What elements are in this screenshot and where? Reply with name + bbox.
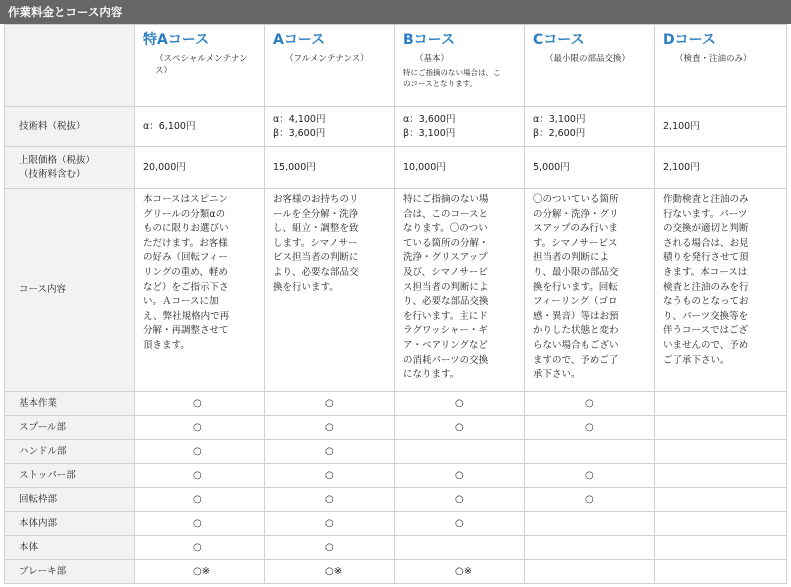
course-description-line: など）をご指示下さ [143, 281, 229, 293]
fee-value [395, 107, 525, 147]
course-description-line: の分解・洗浄・グリ [533, 208, 619, 220]
course-description [525, 189, 655, 392]
plan-subtitle-line: ス） [155, 66, 173, 76]
plan-name: Bコース [403, 32, 455, 48]
fee-value [135, 107, 265, 147]
part-mark: ○ [265, 512, 395, 536]
limit-label-line: （技術料含む） [19, 168, 86, 180]
course-description-line: いませんので、予め [663, 339, 749, 351]
part-label: ハンドル部 [5, 440, 135, 464]
course-description-line: 及び、シマノサービ [403, 266, 488, 278]
fee-value-line: α：6,100円 [143, 120, 196, 132]
plan-name: 特Aコース [143, 32, 210, 48]
part-mark: ○ [135, 536, 265, 560]
course-description-line: かりした状態と変わ [533, 325, 619, 337]
fee-value-line: 2,100円 [663, 120, 700, 132]
part-mark [655, 488, 787, 512]
part-mark: ○ [135, 464, 265, 488]
course-description-line: お客様のお持ちのリ [273, 194, 359, 205]
part-mark [525, 512, 655, 536]
part-mark [655, 464, 787, 488]
part-mark [395, 440, 525, 464]
course-description-line: す。シマノサービス [533, 237, 618, 249]
plan-name: Cコース [533, 32, 585, 48]
fee-label: 技術料（税抜） [5, 107, 135, 147]
course-description-line: ールを全分解・洗浄 [273, 208, 359, 220]
course-description-line: の消耗パーツの交換 [403, 354, 489, 366]
part-mark: ○※ [395, 560, 525, 584]
part-row [5, 488, 787, 512]
part-row [5, 392, 787, 416]
part-row [5, 512, 787, 536]
course-description-line: なうものとなってお [663, 296, 749, 308]
header-blank-cell [5, 25, 135, 107]
course-description-line: 担当者の判断によ [533, 252, 610, 264]
part-mark: ○ [135, 512, 265, 536]
course-description-line: の交換が適切と判断 [663, 223, 749, 235]
limit-value: 5,000円 [525, 147, 655, 189]
course-description-line: 検査と注油のみを行 [663, 281, 749, 293]
part-row [5, 440, 787, 464]
part-mark: ○※ [265, 560, 395, 584]
fee-value [525, 107, 655, 147]
part-label: ブレーキ部 [5, 560, 135, 584]
part-row [5, 416, 787, 440]
course-description-line: します。シマノサー [273, 237, 358, 249]
limit-value: 15,000円 [265, 147, 395, 189]
plan-subtitle: （検査・注油のみ） [675, 54, 752, 64]
limit-row [5, 147, 787, 189]
part-mark: ○ [395, 464, 525, 488]
course-description-line: きます。本コースは [663, 266, 748, 278]
course-description-line: グリールの分類αの [143, 208, 226, 220]
course-description-line: なります。〇のつい [403, 223, 488, 235]
plan-subtitle-line: （スペシャルメンテナン [155, 54, 248, 64]
limit-label [5, 147, 135, 189]
part-mark [655, 560, 787, 584]
plan-subtitle: （最小限の部品交換） [545, 54, 631, 64]
course-description-line: り、必要な部品交換 [403, 296, 489, 308]
course-description-line: 頂きます。 [143, 339, 190, 351]
course-description-line: らない場合もござい [533, 339, 619, 351]
part-mark: ○ [525, 464, 655, 488]
part-mark: ○ [135, 440, 265, 464]
course-description-line: ている箇所の分解・ [403, 237, 489, 249]
plan-header-cell [525, 25, 655, 107]
course-description-line: 分解・再調整させて [143, 325, 229, 337]
course-description-line: 承下さい。 [533, 369, 581, 381]
plan-note [403, 67, 516, 89]
course-description-line: ただけます。お客様 [143, 237, 228, 249]
part-mark: ○ [525, 392, 655, 416]
part-row [5, 464, 787, 488]
part-mark: ○ [265, 536, 395, 560]
course-description-line: し、組立・調整を致 [273, 223, 359, 235]
plan-header-cell [265, 25, 395, 107]
course-description-line: 洗浄・グリスアップ [403, 252, 488, 264]
part-mark: ○ [265, 392, 395, 416]
limit-label-line: 上限価格（税抜） [19, 154, 96, 166]
part-mark [525, 440, 655, 464]
part-label: 本体 [5, 536, 135, 560]
part-label: 基本作業 [5, 392, 135, 416]
part-mark: ○ [395, 392, 525, 416]
part-mark: ○ [395, 416, 525, 440]
course-description [395, 189, 525, 392]
part-mark: ○ [135, 416, 265, 440]
course-description [265, 189, 395, 392]
course-description-line: 伴うコースではござ [663, 325, 749, 337]
course-description-line: 積りを発行させて頂 [663, 252, 749, 264]
course-description-line: ラグワッシャー・ギ [403, 325, 488, 337]
plan-subtitle [143, 53, 256, 77]
course-description-line: より、必要な部品交 [273, 266, 359, 278]
course-description-line: 特にご指摘のない場 [403, 194, 489, 205]
fee-value-line: α：3,100円 [533, 113, 586, 125]
course-description-line: フィーリング（ゴロ [533, 296, 618, 308]
part-mark [395, 536, 525, 560]
course-description-line: ビス担当者の判断に [273, 252, 359, 264]
part-label: 本体内部 [5, 512, 135, 536]
plan-subtitle: （基本） [415, 54, 450, 64]
part-mark: ○ [135, 488, 265, 512]
part-mark [655, 392, 787, 416]
course-description-line: 合は、このコースと [403, 208, 489, 220]
fee-value-line: α：4,100円 [273, 113, 326, 125]
course-description-line: の好み（回転フィー [143, 252, 228, 264]
part-mark: ○ [395, 512, 525, 536]
plan-name: Dコース [663, 32, 716, 48]
course-description-line: ご了承下さい。 [663, 354, 730, 366]
limit-value: 20,000円 [135, 147, 265, 189]
course-description [655, 189, 787, 392]
course-description-line: 行ないます。パーツ [663, 208, 748, 220]
fee-row [5, 107, 787, 147]
fee-value-line: α：3,600円 [403, 113, 456, 125]
course-label: コース内容 [5, 189, 135, 392]
course-table [4, 24, 787, 584]
part-mark [655, 512, 787, 536]
fee-value-line: β：3,600円 [273, 127, 326, 139]
course-description-line: を行います。主にド [403, 310, 488, 322]
course-description [135, 189, 265, 392]
part-mark: ○ [265, 464, 395, 488]
part-label: スプール部 [5, 416, 135, 440]
part-mark: ○ [135, 392, 265, 416]
limit-value: 2,100円 [655, 147, 787, 189]
part-mark [655, 416, 787, 440]
part-mark [655, 536, 787, 560]
part-label: ストッパー部 [5, 464, 135, 488]
part-row [5, 560, 787, 584]
part-mark: ○ [395, 488, 525, 512]
part-mark [525, 560, 655, 584]
course-description-line: 感・異音）等はお預 [533, 310, 619, 322]
part-mark: ○ [265, 488, 395, 512]
part-mark [525, 536, 655, 560]
course-description-line: い。Ａコースに加 [143, 296, 219, 308]
course-description-line: 作動検査と注油のみ [663, 194, 749, 205]
course-description-line: 換を行います。 [273, 281, 339, 293]
course-description-line: される場合は、お見 [663, 237, 749, 249]
course-description-line: ものに限りお選びい [143, 223, 229, 235]
plan-note-line: のコースとなります。 [403, 79, 478, 88]
fee-value [265, 107, 395, 147]
part-mark: ○※ [135, 560, 265, 584]
fee-value [655, 107, 787, 147]
course-description-line: え、弊社規格内で再 [143, 310, 230, 322]
course-description-line: スアップのみ行いま [533, 223, 618, 235]
course-description-line: 換を行います。回転 [533, 281, 618, 293]
course-description-line: り、パーツ交換等を [663, 310, 749, 322]
course-description-line: 本コースはスピニン [143, 194, 229, 205]
part-mark: ○ [525, 488, 655, 512]
part-mark: ○ [265, 440, 395, 464]
course-row [5, 189, 787, 392]
plan-subtitle: （フルメンテナンス） [285, 54, 369, 64]
course-description-line: 〇のついている箇所 [533, 194, 619, 205]
fee-value-line: β：2,600円 [533, 127, 586, 139]
plan-header-cell [135, 25, 265, 107]
part-label: 回転枠部 [5, 488, 135, 512]
section-title: 作業料金とコース内容 [0, 0, 791, 24]
course-description-line: リングの重め、軽め [143, 266, 228, 278]
course-description-line: ス担当者の判断によ [403, 281, 489, 293]
course-description-line: ますので、予めご了 [533, 354, 619, 366]
course-description-line: ア・ベアリングなど [403, 339, 488, 351]
part-mark [655, 440, 787, 464]
plan-header-cell [395, 25, 525, 107]
part-mark: ○ [525, 416, 655, 440]
header-row [5, 25, 787, 107]
course-description-line: り、最小限の部品交 [533, 266, 619, 278]
course-description-line: になります。 [403, 369, 460, 381]
part-row [5, 536, 787, 560]
limit-value: 10,000円 [395, 147, 525, 189]
plan-name: Aコース [273, 32, 326, 48]
part-mark: ○ [265, 416, 395, 440]
plan-note-line: 特にご指摘のない場合は、こ [403, 68, 501, 77]
fee-value-line: β：3,100円 [403, 127, 456, 139]
plan-header-cell [655, 25, 787, 107]
